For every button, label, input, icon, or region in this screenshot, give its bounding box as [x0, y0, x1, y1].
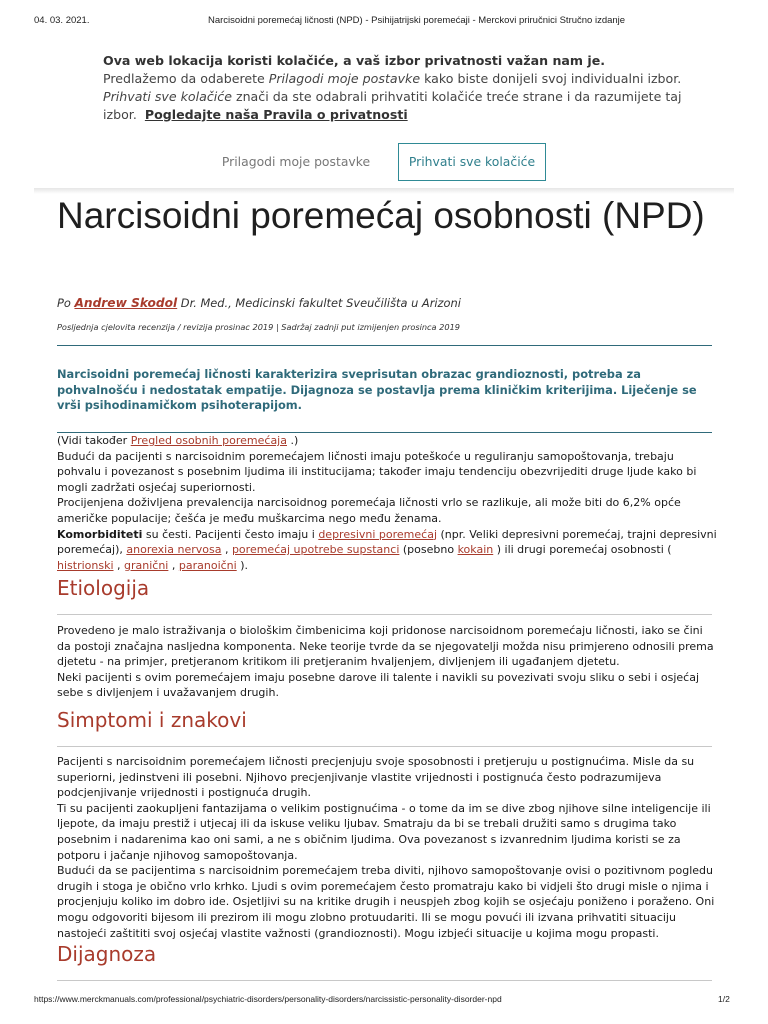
see-also-link[interactable]: Pregled osobnih poremećaja: [130, 434, 287, 447]
histrionic-link[interactable]: histrionski: [57, 558, 114, 572]
cookie-accept-mention: Prihvati sve kolačiće: [103, 89, 232, 104]
text-run: ).: [236, 558, 248, 572]
print-url: https://www.merckmanuals.com/professional/psychiatric-disorders/personality-disorders/narcissistic-personality-disorder-npd: [34, 994, 502, 1004]
privacy-policy-link[interactable]: Pogledajte naša Pravila o privatnosti: [144, 107, 408, 122]
author-affiliation: Dr. Med., Medicinski fakultet Sveučilišta u Arizoni: [177, 296, 461, 310]
cookie-buttons: [205, 143, 605, 181]
text-run: su česti. Pacijenti često imaju i: [142, 527, 319, 541]
paragraph: Procijenjena doživljena prevalencija narcisoidnog poremećaja ličnosti vrlo se razlikuje, ali može biti do 6,2% opće američke populacije; češća je među muškarcima nego među ženama.: [57, 496, 681, 525]
cookie-text-part: kako biste donijeli svoj individualni izbor.: [420, 71, 682, 86]
review-date: Posljednja cjelovita recenzija / revizija prosinac 2019 | Sadržaj zadnji put izmijenjen prosinca 2019: [57, 322, 461, 332]
print-document-title: Narcisoidni poremećaj ličnosti (NPD) - Psihijatrijski poremećaji - Merckovi priručnici Stručno izdanje: [208, 15, 626, 26]
etiology-section: [57, 623, 717, 701]
text-run: (posebno: [399, 543, 458, 557]
paranoid-link[interactable]: paranoični: [178, 558, 237, 572]
text-run: ,: [168, 558, 179, 572]
summary: Narcisoidni poremećaj ličnosti karakterizira sveprisutan obrazac grandioznosti, potreba za pohvalnošću i nedostatak empatije. Dijagnoza se postavlja prema kliničkim kriterijima. Liječenje se vrši psihodinamičkom psihoterapijom.: [57, 367, 697, 413]
cookie-text: [103, 70, 703, 124]
page-number: 1/2: [718, 994, 730, 1004]
paragraph: Budući da se pacijentima s narcisoidnim poremećajem treba diviti, njihovo samopoštovanje ovisi o pozitivnom pogledu drugih i stoga je obično vrlo krhko. Ljudi s ovim poremećajem često promatraju kako bi vidjeli što drugi misle o njima i procjenjuju koliko im dobro ide. Osjetljivi su na kritike drugih i neuspjeh zbog kojih se osjećaju poniženo i poraženo. Oni mogu odgovoriti bijesom ili prezirom ili mogu zlobno protuudariti. Ili se mogu povući ili izvana prihvatiti situaciju nastojeći zaštititi svoj osjećaj vlastite važnosti (grandioznosti). Mogu izbjeći situacije u kojima mogu propasti.: [57, 864, 715, 940]
section-title-etiology: Etiologija: [57, 576, 150, 600]
comorbidities-label: Komorbiditeti: [57, 527, 143, 541]
cookie-customize-mention: Prilagodi moje postavke: [268, 71, 421, 86]
borderline-link[interactable]: granični: [124, 558, 169, 572]
accept-all-cookies-button[interactable]: Prihvati sve kolačiće: [398, 143, 546, 181]
author-link[interactable]: Andrew Skodol: [74, 296, 178, 310]
text-run: ,: [113, 558, 125, 572]
page-title: Narcisoidni poremećaj osobnosti (NPD): [57, 195, 705, 236]
byline-prefix: Po: [57, 296, 75, 310]
summary-top-rule: [57, 345, 712, 346]
section-title-diagnosis: Dijagnoza: [57, 942, 157, 966]
paragraph: Provedeno je malo istraživanja o biološkim čimbenicima koji pridonose narcisoidnom poremećaju ličnosti, iako se čini da postoji značajna nasljedna komponenta. Neke teorije tvrde da se njegovatelji možda nisu primjereno odnosili prema djetetu - na primjer, pretjeranom kritikom ili pretjeranim hvaljenjem, divljenjem ili ugađanjem djetetu.: [57, 624, 714, 669]
depressive-disorder-link[interactable]: depresivni poremećaj: [318, 527, 438, 541]
section-rule: [57, 614, 712, 615]
print-header: [0, 15, 768, 29]
paragraph: Budući da pacijenti s narcisoidnim poremećajem ličnosti imaju poteškoće u reguliranju samopoštovanja, trebaju pohvalu i povezanost s posebnim ljudima ili institucijama; također imaju tendenciju obezvrijediti druge ljude kako bi mogli zadržati osjećaj superiornosti.: [57, 449, 697, 494]
symptoms-section: [57, 754, 717, 941]
customize-settings-button[interactable]: Prilagodi moje postavke: [221, 154, 371, 169]
cookie-text-part: znači da ste odabrali prihvatiti kolačiće treće strane i da razumijete taj izbor.: [103, 89, 682, 122]
section-rule: [57, 980, 712, 981]
section-rule: [57, 746, 712, 747]
see-also-prefix: (Vidi također: [57, 434, 131, 447]
intro-section: [57, 433, 717, 573]
see-also: [57, 433, 717, 449]
text-run: (npr. Veliki depresivni poremećaj, trajni depresivni poremećaj),: [57, 527, 717, 557]
print-date: 04. 03. 2021.: [34, 15, 90, 26]
section-title-symptoms: Simptomi i znakovi: [57, 708, 247, 732]
paragraph: Pacijenti s narcisoidnim poremećajem ličnosti precjenjuju svoje sposobnosti i pretjeruju u postignućima. Misle da su superiorni, jedinstveni ili posebni. Njihovo precjenjivanje vlastite vrijednosti i postignuća često podrazumijeva podcjenjivanje vrijednosti i postignuća drugih.: [57, 755, 695, 800]
cookie-heading: Ova web lokacija koristi kolačiće, a vaš izbor privatnosti važan nam je.: [103, 53, 606, 68]
cocaine-link[interactable]: kokain: [457, 543, 494, 557]
comorbidities-paragraph: [57, 527, 717, 574]
paragraph: Ti su pacijenti zaokupljeni fantazijama o velikim postignućima - o tome da im se dive zbog njihove silne inteligencije ili ljepote, da imaju prestiž i utjecaj ili da iskuse veliku ljubav. Smatraju da bi se trebali družiti samo s drugima tako posebnim i nadarenima kao oni sami, a ne s običnim ljudima. Ova povezanost s izvanrednim ljudima koristi se za potporu i jačanje njihovog samopoštovanja.: [57, 801, 711, 862]
text-run: ,: [221, 543, 232, 557]
anorexia-nervosa-link[interactable]: anorexia nervosa: [126, 543, 222, 557]
cookie-banner: [103, 52, 703, 124]
text-run: ) ili drugi poremećaj osobnosti (: [493, 543, 672, 557]
byline: [57, 296, 461, 310]
see-also-suffix: .): [286, 434, 299, 447]
substance-use-link[interactable]: poremećaj upotrebe supstanci: [231, 543, 400, 557]
paragraph: Neki pacijenti s ovim poremećajem imaju posebne darove ili talente i navikli su povezivati svoju sliku o sebi i osjećaj sebe s divljenjem i uvažavanjem drugih.: [57, 670, 700, 700]
cookie-text-part: Predlažemo da odaberete: [103, 71, 269, 86]
